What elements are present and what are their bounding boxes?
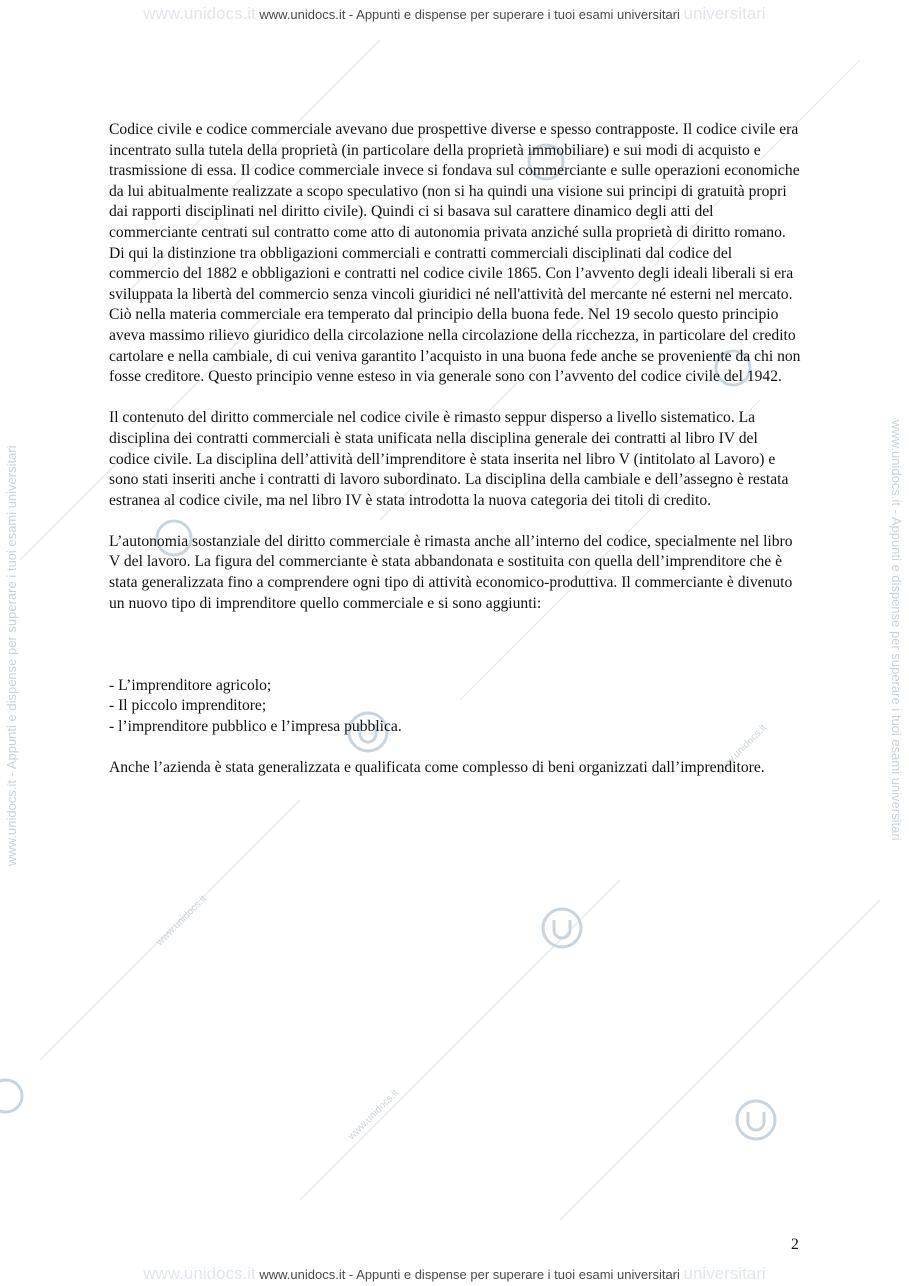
page-number: 2 (791, 1236, 799, 1253)
paragraph-azienda: Anche l’azienda è stata generalizzata e qualificata come complesso di beni organizzati dall’imprenditore. (109, 759, 765, 777)
imprenditori-list (109, 676, 801, 738)
list-item: - L’imprenditore agricolo; (109, 676, 272, 694)
paragraph-codici: Codice civile e codice commerciale avevano due prospettive diverse e spesso contrapposte. Il codice civile era incentrato sulla tutela della proprietà (in particolare della proprietà immobiliare) e sui modi di acquisto e trasmissione di essa. Il codice commerciale invece si fondava sul commerciante e sulle operazioni economiche da lui abitualmente realizzate a scopo speculativo (non si ha quindi una visione sui principi di gratuità propri dai rapporti disciplinati nel diritto civile). Quindi ci si basava sul carattere dinamico degli atti del commerciante centrati sul contratto come atto di autonomia privata anziché sulla proprietà di diritto romano. Di qui la distinzione tra obbligazioni commerciali e contratti commerciali disciplinati dal codice del commercio del 1882 e obbligazioni e contratti nel codice civile 1865. Con l’avvento degli ideali liberali si era sviluppata la libertà del commercio senza vincoli giuridici né nell'attività del mercante né esterni nel mercato. Ciò nella materia commerciale era temperato dal principio della buona fede. Nel 19 secolo questo principio aveva massimo rilievo giuridico della circolazione nella circolazione della ricchezza, in particolare del credito cartolare e nella cambiale, di cui veniva garantito l’acquisto in una buona fede anche se proveniente da chi non fosse creditore. Questo principio venne esteso in via generale sono con l’avvento del codice civile del 1942. (109, 121, 801, 386)
header-banner-text: www.unidocs.it - Appunti e dispense per superare i tuoi esami universitari (259, 7, 680, 22)
list-item: - l’imprenditore pubblico e l’impresa pubblica. (109, 718, 402, 736)
footer-ghost-right: universitari (683, 1264, 766, 1283)
header-watermark-banner (0, 4, 909, 24)
footer-ghost-left: www.unidocs.it (143, 1264, 256, 1283)
diagonal-watermark-text: www.unidocs.it (154, 893, 209, 949)
paragraph-contenuto: Il contenuto del diritto commerciale nel codice civile è rimasto seppur disperso a livello sistematico. La disciplina dei contratti commerciali è stata unificata nella disciplina generale dei contratti al libro IV del codice civile. La disciplina dell’attività dell’imprenditore è stata inserita nel libro V (intitolato al Lavoro) e sono stati inseriti anche i contratti di lavoro subordinato. La disciplina della cambiale e dell’assegno è restata estranea al codice civile, ma nel libro IV è stata introdotta la nuova categoria dei titoli di credito. (109, 409, 789, 509)
footer-watermark-banner (0, 1264, 909, 1284)
left-side-watermark: www.unidocs.it - Appunti e dispense per superare i tuoi esami universitari (4, 445, 19, 866)
header-ghost-left: www.unidocs.it (143, 4, 256, 23)
spacer (109, 635, 801, 676)
list-item: - Il piccolo imprenditore; (109, 697, 267, 715)
header-ghost-right: universitari (683, 4, 766, 23)
document-body (109, 120, 801, 799)
paragraph-autonomia: L’autonomia sostanziale del diritto commerciale è rimasta anche all’interno del codice, specialmente nel libro V del lavoro. La figura del commerciante è stata abbandonata e sostituita con quella dell’imprenditore che è stata generalizzata fino a comprendere ogni tipo di attività economico-produttiva. Il commerciante è divenuto un nuovo tipo di imprenditore quello commerciale e si sono aggiunti: (109, 532, 793, 612)
diagonal-watermark-text: www.unidocs.it (714, 722, 769, 778)
right-side-watermark: www.unidocs.it - Appunti e dispense per superare i tuoi esami universitari (889, 420, 904, 841)
diagonal-watermark-text: www.unidocs.it (346, 1087, 401, 1143)
footer-banner-text: www.unidocs.it - Appunti e dispense per superare i tuoi esami universitari (259, 1267, 680, 1282)
